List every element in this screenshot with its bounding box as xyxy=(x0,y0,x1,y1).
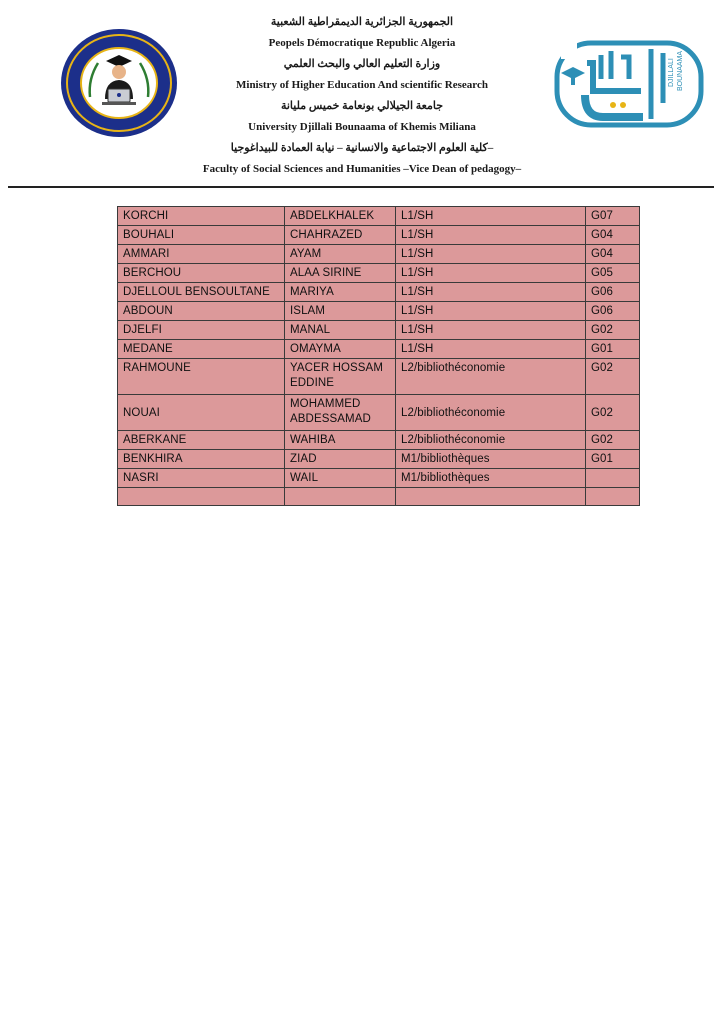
firstname-cell: ZIAD xyxy=(285,450,396,469)
lastname-cell: KORCHI xyxy=(118,207,285,226)
group-cell: G01 xyxy=(586,450,640,469)
level-cell: M1/bibliothèques xyxy=(396,469,586,488)
firstname-cell: CHAHRAZED xyxy=(285,226,396,245)
lastname-cell: MEDANE xyxy=(118,340,285,359)
level-cell: L1/SH xyxy=(396,283,586,302)
firstname-cell: MANAL xyxy=(285,321,396,340)
group-cell: G02 xyxy=(586,359,640,395)
faculty-seal-icon xyxy=(58,27,180,139)
lastname-cell: NASRI xyxy=(118,469,285,488)
header-line-arabic-faculty: كلية العلوم الاجتماعية والانسانية – نيابة العمادة للبيداغوجيا– xyxy=(230,142,494,154)
firstname-cell: OMAYMA xyxy=(285,340,396,359)
firstname-cell: YACER HOSSAM EDDINE xyxy=(285,359,396,395)
student-table-body xyxy=(118,207,640,506)
level-cell: L1/SH xyxy=(396,245,586,264)
group-cell: G05 xyxy=(586,264,640,283)
table-row xyxy=(118,264,640,283)
group-cell: G01 xyxy=(586,340,640,359)
lastname-cell: BOUHALI xyxy=(118,226,285,245)
header-line-republic: Peopels Démocratique Republic Algeria xyxy=(268,37,456,49)
level-cell: L1/SH xyxy=(396,207,586,226)
student-table xyxy=(117,206,640,506)
lastname-cell: RAHMOUNE xyxy=(118,359,285,395)
group-cell: G06 xyxy=(586,302,640,321)
level-cell: L1/SH xyxy=(396,226,586,245)
lastname-cell: NOUAI xyxy=(118,395,285,431)
group-cell: G04 xyxy=(586,245,640,264)
level-cell: L1/SH xyxy=(396,302,586,321)
level-cell: L1/SH xyxy=(396,321,586,340)
table-row xyxy=(118,283,640,302)
level-cell: M1/bibliothèques xyxy=(396,450,586,469)
letterhead xyxy=(170,12,554,180)
group-cell: G06 xyxy=(586,283,640,302)
lastname-cell xyxy=(118,488,285,506)
group-cell xyxy=(586,469,640,488)
table-row xyxy=(118,469,640,488)
table-row xyxy=(118,302,640,321)
lastname-cell: ABDOUN xyxy=(118,302,285,321)
firstname-cell: AYAM xyxy=(285,245,396,264)
lastname-cell: BERCHOU xyxy=(118,264,285,283)
lastname-cell: ABERKANE xyxy=(118,431,285,450)
header-line-arabic-university: جامعة الجيلالي بونعامة خميس مليانة xyxy=(280,100,444,112)
group-cell: G02 xyxy=(586,321,640,340)
lastname-cell: DJELLOUL BENSOULTANE xyxy=(118,283,285,302)
lastname-cell: DJELFI xyxy=(118,321,285,340)
firstname-cell: WAHIBA xyxy=(285,431,396,450)
header-line-arabic-republic: الجمهورية الجزائرية الديمقراطية الشعبية xyxy=(270,16,454,28)
table-row xyxy=(118,226,640,245)
level-cell: L1/SH xyxy=(396,264,586,283)
table-row xyxy=(118,431,640,450)
header-line-university: University Djillali Bounaama of Khemis Miliana xyxy=(248,121,476,133)
table-row xyxy=(118,395,640,431)
group-cell: G02 xyxy=(586,431,640,450)
firstname-cell: ISLAM xyxy=(285,302,396,321)
table-row xyxy=(118,340,640,359)
svg-text:DJILLALI: DJILLALI xyxy=(668,58,675,87)
table-row xyxy=(118,450,640,469)
firstname-cell xyxy=(285,488,396,506)
lastname-cell: AMMARI xyxy=(118,245,285,264)
university-logo-icon xyxy=(551,33,707,133)
table-row-empty xyxy=(118,488,640,506)
table-row xyxy=(118,359,640,395)
firstname-cell: MOHAMMED ABDESSAMAD xyxy=(285,395,396,431)
level-cell: L1/SH xyxy=(396,340,586,359)
group-cell: G04 xyxy=(586,226,640,245)
header-line-ministry: Ministry of Higher Education And scientific Research xyxy=(236,79,488,91)
level-cell: L2/bibliothéconomie xyxy=(396,359,586,395)
header-divider xyxy=(8,186,714,188)
firstname-cell: WAIL xyxy=(285,469,396,488)
firstname-cell: MARIYA xyxy=(285,283,396,302)
table-row xyxy=(118,207,640,226)
level-cell: L2/bibliothéconomie xyxy=(396,395,586,431)
level-cell xyxy=(396,488,586,506)
firstname-cell: ALAA SIRINE xyxy=(285,264,396,283)
group-cell: G02 xyxy=(586,395,640,431)
header-line-faculty: Faculty of Social Sciences and Humanities –Vice Dean of pedagogy– xyxy=(202,163,522,175)
table-row xyxy=(118,245,640,264)
firstname-cell: ABDELKHALEK xyxy=(285,207,396,226)
group-cell xyxy=(586,488,640,506)
svg-text:BOUNAAMA: BOUNAAMA xyxy=(677,50,684,91)
lastname-cell: BENKHIRA xyxy=(118,450,285,469)
group-cell: G07 xyxy=(586,207,640,226)
table-row xyxy=(118,321,640,340)
level-cell: L2/bibliothéconomie xyxy=(396,431,586,450)
header-line-arabic-ministry: وزارة التعليم العالي والبحث العلمي xyxy=(283,58,441,70)
